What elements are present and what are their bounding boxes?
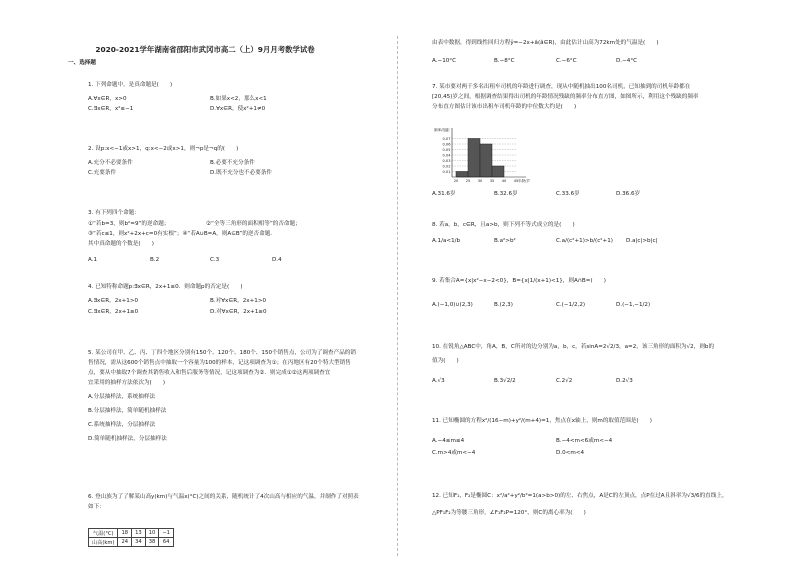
q3-option-a: A.1 — [88, 257, 98, 263]
q5-line1: 5. 某公司在甲、乙、丙、丁四个地区分别有150个、120个、180个、150个销售点，公司为了调查产品的销 — [88, 350, 356, 356]
table-cell: 64 — [159, 538, 174, 547]
q1-option-a: A.∀x∈R，x>0 — [88, 96, 127, 102]
q6-option-a: A.−10°C — [432, 58, 457, 64]
q2-option-b: B.必要不充分条件 — [210, 160, 255, 166]
x-tick-label: 25 — [465, 179, 471, 183]
y-tick-label: 0.06 — [442, 142, 451, 147]
q5-line2: 售情况，需从这600个销售点中抽取一个容量为100的样本，记这项调查为①；在丙地区有20个特大型销售 — [88, 360, 351, 366]
table-cell: 18 — [118, 529, 132, 538]
q6-line1: 6. 登山族为了了解某山高y(km)与气温x(°C)之间的关系，随机统计了4次山高与相应的气温，并制作了对照表 — [88, 494, 359, 500]
y-tick-label: 0.03 — [442, 159, 451, 163]
q9-option-c: C.(−1/2,2) — [556, 302, 586, 308]
histogram-chart — [432, 125, 548, 187]
q6-option-d: D.−4°C — [616, 58, 638, 64]
q3-stem: 3. 有下列四个命题： — [88, 210, 140, 216]
q2-option-d: D.既不充分也不必要条件 — [210, 170, 273, 176]
q3-line1a: ①“若b=3，则b²=9”的逆命题； — [88, 221, 170, 227]
histogram-bar — [456, 172, 468, 178]
q1-option-b: B.如果x<2，那么x<1 — [210, 96, 267, 102]
table-cell: −1 — [159, 529, 174, 538]
table-cell: 山高(km) — [89, 538, 118, 547]
q1-option-d: D.∀x∈R，使x²+1≠0 — [210, 106, 266, 112]
q10-option-d: D.2√3 — [616, 378, 633, 384]
q4-stem: 4. 已知特称命题p:∃x∈R，2x+1≤0．则命题p的否定是( ) — [88, 284, 243, 290]
q3-option-c: C.3 — [210, 257, 220, 263]
q9-option-d: D.(−1,−1/2) — [616, 302, 651, 308]
q6-line2: 如下： — [88, 504, 105, 510]
y-axis-label: 频率/组距 — [434, 128, 450, 132]
q11-option-a: A.−4≤m≤4 — [432, 438, 465, 444]
q7-option-b: B.32.6岁 — [494, 191, 518, 197]
q11-option-d: D.0<m<4 — [556, 450, 585, 456]
q3-line2: ③“若c≤1，则x²+2x+c=0有实根”；④“若A∪B=A，则A⊆B”的逆否命题． — [88, 231, 276, 237]
q5-option-d: D.简单随机抽样法，分层抽样法 — [88, 436, 167, 442]
q7-option-a: A.31.6岁 — [432, 191, 456, 197]
q2-stem: 2. 设p:x<−1或x>1，q:x<−2或x>1，则¬p是¬q的( ) — [88, 146, 239, 152]
q11-option-b: B.−4<m<6或m<−4 — [556, 438, 613, 444]
table-cell: 气温(°C) — [89, 529, 118, 538]
q7-option-c: C.33.6岁 — [556, 191, 580, 197]
q8-option-c: C.a/(c²+1)>b/(c²+1) — [556, 238, 613, 244]
q9-stem: 9. 若集合A={x|x²−x−2<0}，B={x|1/(x+1)<1}，则A∩B=( ) — [432, 278, 606, 284]
table-cell: 24 — [118, 538, 132, 547]
q5-option-b: B.分层抽样法，简单随机抽样法 — [88, 408, 167, 414]
q7-option-d: D.36.6岁 — [616, 191, 641, 197]
q4-option-c: C.∃x∈R，2x+1≥0 — [88, 309, 139, 315]
q8-stem: 8. 若a，b，c∈R，且a>b，则下列不等式成立的是( ) — [432, 222, 575, 228]
q10-line2: 值为( ) — [432, 358, 459, 364]
q7-line1: 7. 某市要对两千多名出租车司机的年龄进行调查，现从中随机抽出100名司机，已知抽到的司机年龄都在 — [432, 84, 691, 90]
y-tick-label: 0.05 — [442, 148, 451, 152]
x-tick-label: 30 — [477, 179, 483, 183]
table-cell: 13 — [132, 529, 146, 538]
q2-option-c: C.充要条件 — [88, 170, 117, 176]
q7-line2: [20,45)岁之间，根据调查结果得出司机的年龄情况残缺的频率分布直方图，如图所示，利用这个残缺的频率 — [432, 94, 699, 100]
q2-option-a: A.充分不必要条件 — [88, 160, 133, 166]
q3-option-b: B.2 — [150, 257, 160, 263]
q5-option-a: A.分层抽样法，系统抽样法 — [88, 394, 156, 400]
y-tick-label: 0.01 — [442, 170, 451, 174]
q8-option-b: B.a²>b² — [494, 238, 516, 244]
q11-stem: 11. 已知椭圆的方程x²/(16−m)+y²/(m+4)=1，焦点在x轴上，则m的取值范围是( ) — [432, 418, 652, 424]
q1-option-c: C.∃x∈R，x²≤−1 — [88, 106, 134, 112]
q6-option-c: C.−6°C — [556, 58, 577, 64]
q4-option-b: B.对∀x∈R，2x+1>0 — [210, 298, 267, 304]
q5-line3: 点，要从中抽取7个调查其销售收入和售后服务等情况，记这项调查为②．则完成①②这两项调查宜 — [88, 370, 331, 376]
q6-data-table — [88, 528, 174, 547]
q8-option-a: A.1/a<1/b — [432, 238, 461, 244]
q12-line2: △PF₁F₂为等腰三角形，∠F₁F₂P=120°，则C的离心率为( ) — [432, 510, 586, 516]
q3-line3: 其中真命题的个数是( ) — [88, 241, 154, 247]
q9-option-a: A.(−1,0)∪(2,3) — [432, 302, 473, 308]
q10-line1: 10. 在锐角△ABC中，角A，B，C所对的边分别为a，b，c，若sinA=2√2/3，a=2，该三角形的面积为√2，则b的 — [432, 344, 715, 350]
q10-option-c: C.2√2 — [556, 378, 573, 384]
section-heading: 一、选择题 — [68, 60, 96, 66]
q12-line1: 12. 已知F₁，F₂是椭圆C：x²/a²+y²/b²=1(a>b>0)的左、右焦点，A是C的左顶点，点P在过A且斜率为√3/6的直线上， — [432, 493, 728, 499]
y-tick-label: 0.04 — [442, 153, 451, 158]
q4-option-a: A.∃x∈R，2x+1>0 — [88, 298, 139, 304]
q10-option-a: A.√3 — [432, 378, 445, 384]
table-cell: 34 — [132, 538, 146, 547]
q5-option-c: C.系统抽样法，分层抽样法 — [88, 422, 156, 428]
histogram-bar — [492, 166, 504, 177]
x-tick-label: 20 — [453, 179, 459, 183]
q3-line1b: ②“全等三角形的面积相等”的否命题； — [206, 221, 301, 227]
x-tick-label: 45 — [513, 179, 519, 183]
table-row — [89, 538, 174, 547]
histogram-bar — [480, 144, 492, 177]
q4-option-d: D.对∀x∈R，2x+1≥0 — [210, 309, 267, 315]
histogram-bar — [468, 139, 480, 178]
q11-option-c: C.m>4或m<−4 — [432, 450, 476, 456]
x-tick-label: 40 — [501, 179, 507, 183]
q6-option-b: B.−8°C — [494, 58, 515, 64]
q7-line3: 分布直方图估计该市出租车司机年龄的中位数大约是( ) — [432, 104, 577, 110]
exam-title: 2020-2021学年湖南省邵阳市武冈市高二（上）9月月考数学试卷 — [95, 45, 315, 54]
table-cell: 38 — [145, 538, 159, 547]
q8-option-d: D.a|c|>b|c| — [626, 238, 658, 244]
q1-stem: 1. 下列命题中，是真命题是( ) — [88, 82, 173, 88]
q5-line4: 宜采用的抽样方法依次为( ) — [88, 380, 166, 386]
q3-option-d: D.4 — [272, 257, 282, 263]
table-row — [89, 529, 174, 538]
x-tick-label: 35 — [489, 179, 495, 183]
q9-option-b: B.(2,3) — [494, 302, 513, 308]
column-divider — [397, 36, 398, 556]
q10-option-b: B.3√2/2 — [494, 378, 516, 384]
x-axis-label: 年龄/岁 — [518, 179, 530, 183]
q6-continued: 由表中数据，得到线性回归方程ŷ=−2x+â(â∈R)，由此估计山高为72km处的气温是( ) — [432, 40, 659, 46]
y-tick-label: 0.02 — [442, 164, 451, 169]
table-cell: 10 — [145, 529, 159, 538]
y-tick-label: 0.07 — [442, 137, 451, 141]
